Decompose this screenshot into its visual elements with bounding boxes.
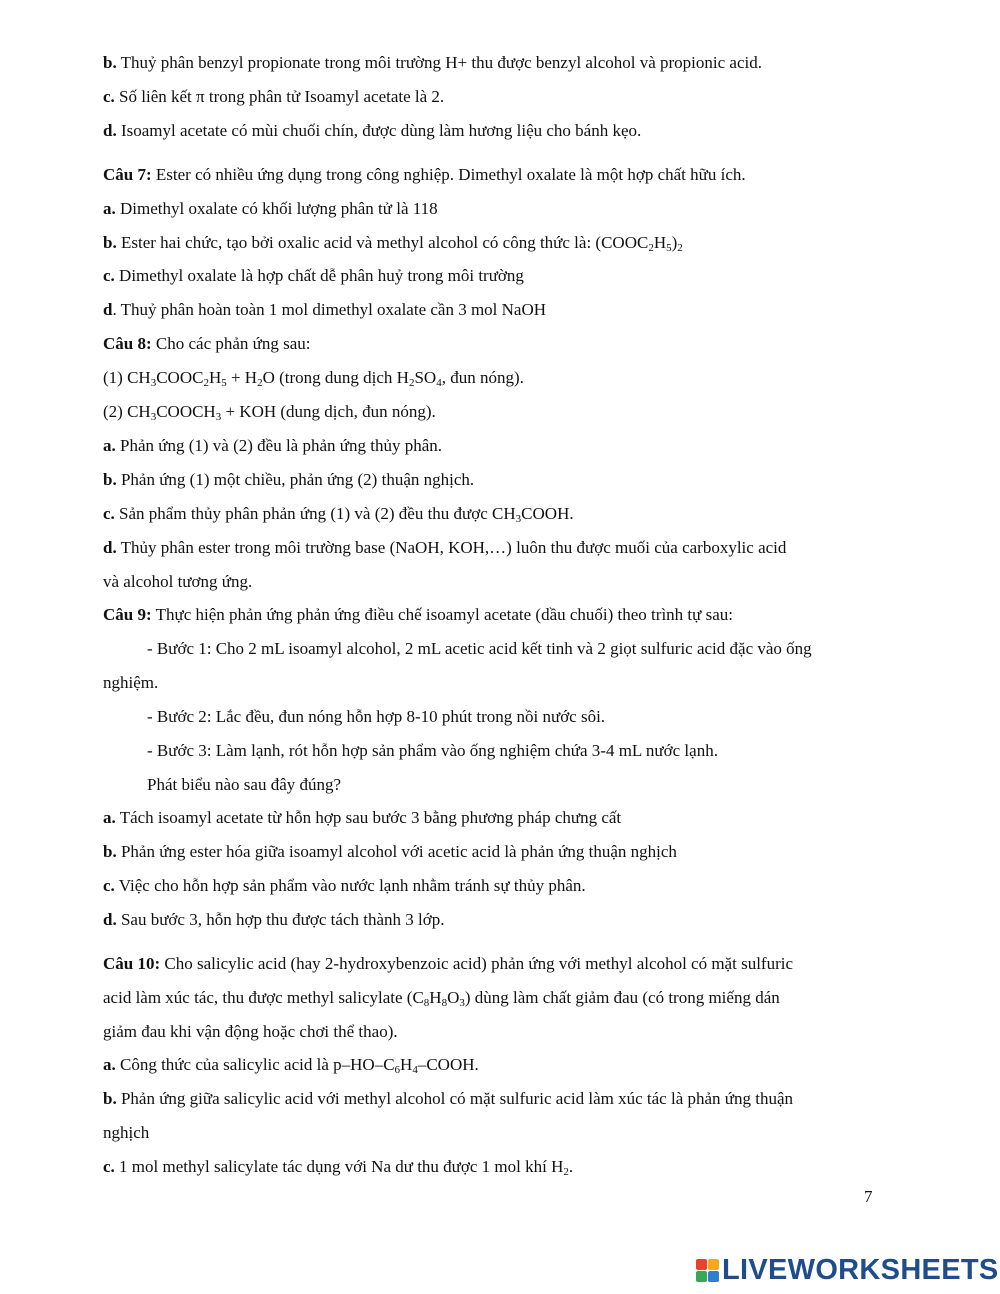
q6-option-b: b. Thuỷ phân benzyl propionate trong môi trường H+ thu được benzyl alcohol và propionic acid. — [103, 53, 762, 72]
q9-option-d: d. Sau bước 3, hỗn hợp thu được tách thành 3 lớp. — [103, 910, 445, 929]
q8-option-b: b. Phản ứng (1) một chiều, phản ứng (2) thuận nghịch. — [103, 470, 475, 489]
q9-step-1-cont: nghiệm. — [103, 673, 159, 692]
q8-reaction-2: (2) $CH_3COOCH_3$ + KOH (dung dịch, đun nóng). — [103, 402, 436, 423]
q6-option-c: c. Số liên kết π trong phân tử Isoamyl acetate là 2. — [103, 87, 445, 106]
q8-option-d: d. Thủy phân ester trong môi trường base (NaOH, KOH,…) luôn thu được muối của carboxylic acid — [103, 538, 787, 557]
page-number: 7 — [864, 1187, 873, 1206]
q9-option-c: c. Việc cho hỗn hợp sản phẩm vào nước lạnh nhằm tránh sự thủy phân. — [103, 876, 586, 895]
q9-option-a: a. Tách isoamyl acetate từ hỗn hợp sau bước 3 bằng phương pháp chưng cất — [103, 808, 622, 827]
q10-option-c: c. 1 mol methyl salicylate tác dụng với Na dư thu được 1 mol khí $H_2$. — [103, 1157, 574, 1178]
q9-step-1: - Bước 1: Cho 2 mL isoamyl alcohol, 2 mL acetic acid kết tinh và 2 giọt sulfuric acid đặc vào ống — [147, 639, 812, 658]
q10-option-b: b. Phản ứng giữa salicylic acid với methyl alcohol có mặt sulfuric acid làm xúc tác là phản ứng thuận — [103, 1089, 794, 1108]
q7-option-c: c. Dimethyl oxalate là hợp chất dễ phân huỷ trong môi trường — [103, 266, 524, 285]
q7-stem: Câu 7: Ester có nhiều ứng dụng trong công nghiệp. Dimethyl oxalate là một hợp chất hữu ích. — [103, 165, 746, 184]
liveworksheets-logo[interactable] — [696, 1252, 999, 1288]
q7-option-b: b. Ester hai chức, tạo bởi oxalic acid và methyl alcohol có công thức là: $(COOC_2H_5)_2$ — [103, 233, 683, 254]
q6-option-d: d. Isoamyl acetate có mùi chuối chín, được dùng làm hương liệu cho bánh kẹo. — [103, 121, 642, 140]
q9-step-3: - Bước 3: Làm lạnh, rót hỗn hợp sản phẩm vào ống nghiệm chứa 3-4 mL nước lạnh. — [147, 741, 718, 760]
logo-text: LIVEWORKSHEETS — [722, 1253, 999, 1286]
logo-grid-icon — [696, 1259, 719, 1282]
q7-option-a: a. Dimethyl oxalate có khối lượng phân tử là 118 — [103, 199, 438, 218]
q10-stem-cont-2: giảm đau khi vận động hoặc chơi thể thao). — [103, 1022, 398, 1041]
q10-stem: Câu 10: Cho salicylic acid (hay 2-hydroxybenzoic acid) phản ứng với methyl alcohol có mặt sulfuric — [103, 954, 794, 973]
q9-option-b: b. Phản ứng ester hóa giữa isoamyl alcohol với acetic acid là phản ứng thuận nghịch — [103, 842, 677, 861]
q8-stem: Câu 8: Cho các phản ứng sau: — [103, 334, 311, 353]
q9-prompt: Phát biểu nào sau đây đúng? — [147, 775, 342, 794]
q9-step-2: - Bước 2: Lắc đều, đun nóng hỗn hợp 8-10 phút trong nồi nước sôi. — [147, 707, 606, 726]
q10-option-a: a. Công thức của salicylic acid là $p-HO-C_6H_4$–COOH. — [103, 1055, 479, 1076]
q8-option-d-cont: và alcohol tương ứng. — [103, 572, 253, 591]
q10-stem-cont-1: acid làm xúc tác, thu được methyl salicylate $(C_8H_8O_3)$ dùng làm chất giảm đau (có trong miếng dán — [103, 988, 780, 1009]
q8-option-a: a. Phản ứng (1) và (2) đều là phản ứng thủy phân. — [103, 436, 442, 455]
q8-reaction-1: (1) $CH_3COOC_2H_5 + H_2O$ (trong dung dịch $H_2SO_4$, đun nóng). — [103, 368, 524, 389]
q9-stem: Câu 9: Thực hiện phản ứng phản ứng điều chế isoamyl acetate (dầu chuối) theo trình tự sau: — [103, 605, 733, 624]
q7-option-d: d. Thuỷ phân hoàn toàn 1 mol dimethyl oxalate cần 3 mol NaOH — [103, 300, 547, 319]
q8-option-c: c. Sản phẩm thủy phân phản ứng (1) và (2) đều thu được $CH_3COOH$. — [103, 504, 574, 525]
q10-option-b-cont: nghịch — [103, 1123, 150, 1142]
